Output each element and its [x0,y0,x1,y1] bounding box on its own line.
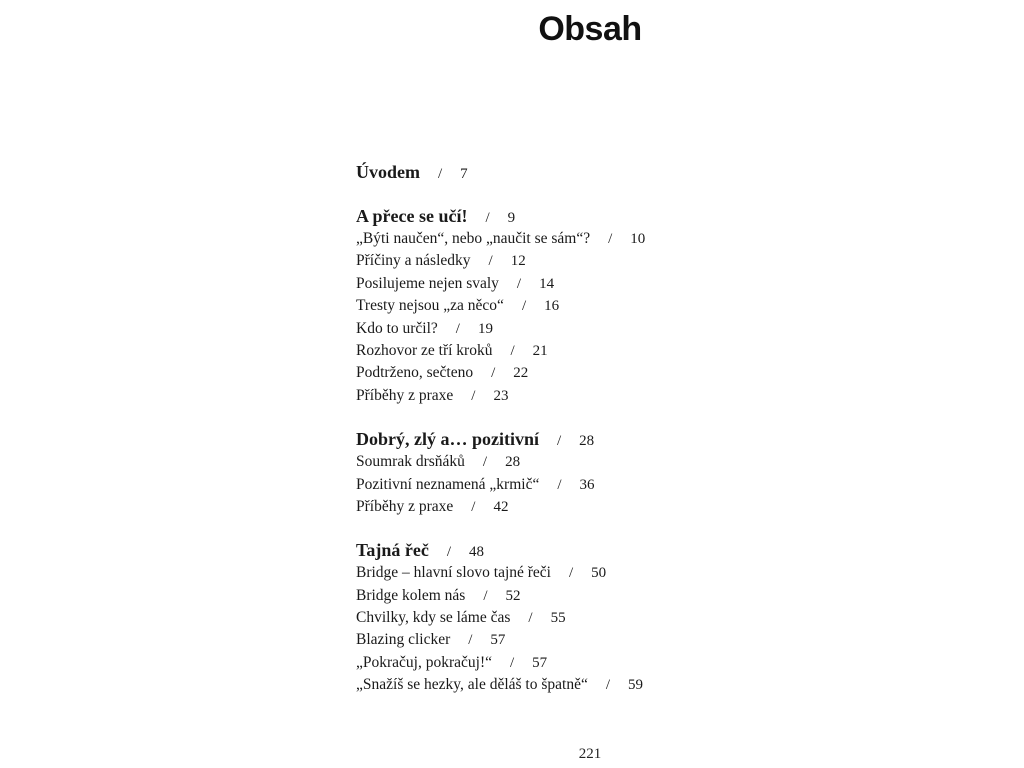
toc-entry-title: Příběhy z praxe [356,386,454,404]
toc-entry-title: Chvilky, kdy se láme čas [356,609,511,627]
toc-page-number: 36 [579,476,595,493]
toc-separator: / [483,587,488,604]
toc-entry [356,228,876,250]
toc-entry-title: Posilujeme nejen svaly [356,274,499,292]
table-of-contents [356,160,876,697]
toc-separator: / [438,166,443,182]
toc-entry [356,340,876,362]
toc-separator: / [605,677,611,694]
toc-entry-title: A přece se učí! [356,206,468,226]
toc-entry [356,496,876,518]
toc-chapter [356,204,876,228]
toc-page-number: 16 [544,298,560,315]
toc-separator: / [557,476,562,493]
toc-separator: / [516,275,522,292]
toc-separator: / [491,365,496,382]
toc-page-number: 28 [505,454,521,471]
toc-page-number: 23 [493,387,509,404]
toc-entry-title: Tresty nejsou „za něco“ [356,297,504,315]
toc-separator: / [468,632,473,649]
toc-separator: / [521,298,527,315]
toc-entry [356,607,876,629]
toc-page-number: 42 [493,498,509,515]
toc-entry-title: Tajná řeč [356,540,429,561]
toc-separator: / [569,565,574,582]
toc-entry-title: Kdo to určil? [356,319,438,337]
toc-page-number: 48 [469,544,484,561]
toc-entry-title: Rozhovor ze tří kroků [356,341,493,359]
toc-chapter [356,427,876,451]
toc-entry [356,674,876,696]
toc-separator: / [471,387,476,404]
toc-page-number: 57 [532,654,548,671]
toc-page-number: 21 [532,342,548,359]
toc-entry-title: Blazing clicker [356,631,451,649]
toc-entry [356,629,876,651]
toc-separator: / [446,544,451,561]
toc-separator: / [608,231,613,247]
toc-separator: / [510,654,515,671]
toc-entry [356,250,876,272]
toc-entry [356,652,876,674]
toc-page-number: 9 [507,210,516,226]
toc-page-number: 59 [628,677,644,694]
toc-entry-title: Pozitivní neznamená „krmič“ [356,475,540,493]
toc-chapter [356,538,876,562]
page-number: 221 [578,746,602,762]
toc-page-number: 52 [505,587,521,604]
toc-separator: / [471,498,476,515]
toc-entry [356,562,876,584]
toc-page-number: 22 [513,365,529,382]
toc-page-number: 50 [591,565,607,582]
toc-entry-title: Bridge – hlavní slovo tajné řeči [356,564,551,582]
toc-entry-title: Podtrženo, sečteno [356,364,474,382]
toc-separator: / [488,253,493,270]
toc-page-number: 28 [579,433,595,450]
toc-entry-title: Dobrý, zlý a… pozitivní [356,429,539,450]
toc-page-number: 12 [510,253,526,270]
toc-entry [356,585,876,607]
toc-entry-title: Příběhy z praxe [356,497,454,515]
toc-page-number: 55 [550,610,566,627]
toc-separator: / [455,320,460,337]
toc-entry [356,362,876,384]
toc-entry-title: Úvodem [356,162,420,182]
toc-entry-title: „Býti naučen“, nebo „naučit se sám“? [356,230,591,247]
toc-entry [356,295,876,317]
toc-entry-title: Bridge kolem nás [356,586,466,604]
page-title: Obsah [538,10,642,48]
toc-entry [356,318,876,340]
toc-entry-title: „Pokračuj, pokračuj!“ [356,653,492,671]
toc-entry [356,273,876,295]
toc-page-number: 10 [630,231,646,247]
toc-entry [356,474,876,496]
toc-page-number: 57 [490,632,506,649]
toc-separator: / [528,610,533,627]
toc-page-number: 19 [477,320,493,337]
toc-entry-title: „Snažíš se hezky, ale děláš to špatně“ [356,676,588,694]
toc-entry-title: Příčiny a následky [356,252,471,270]
toc-entry-title: Soumrak drsňáků [356,453,465,471]
toc-entry [356,385,876,407]
toc-separator: / [485,210,490,226]
toc-page-number: 7 [460,166,468,182]
toc-separator: / [510,342,515,359]
toc-chapter [356,160,876,184]
toc-separator: / [482,454,488,471]
toc-page-number: 14 [539,275,555,292]
toc-separator: / [557,433,562,450]
toc-entry [356,451,876,473]
